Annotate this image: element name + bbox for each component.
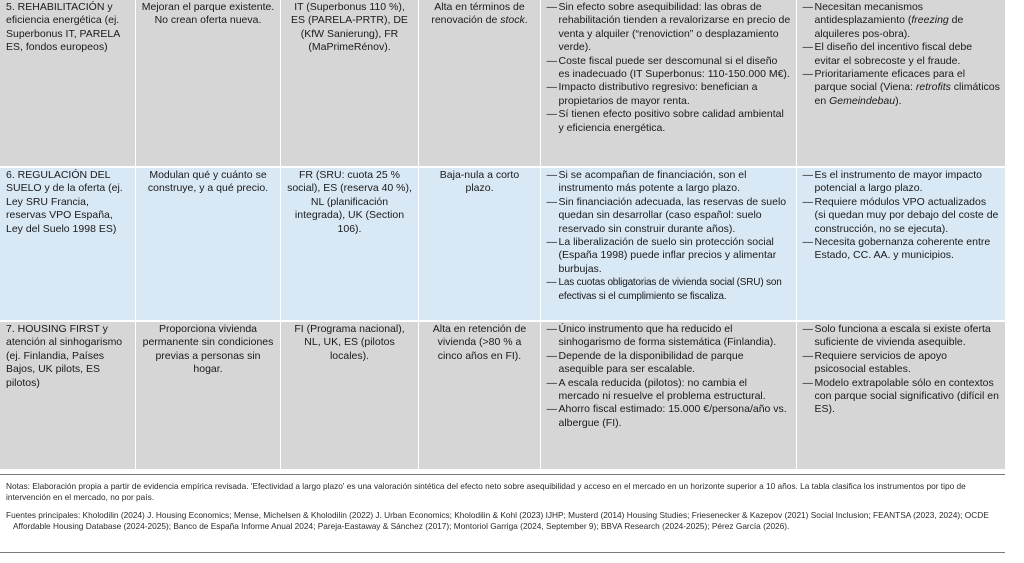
effectiveness-cell: Alta en retención de vivienda (>80 % a cinco años en FI).: [418, 321, 540, 469]
list-item: — Único instrumento que ha reducido el sinhogarismo de forma sistemática (Finlandia).: [547, 323, 791, 350]
list-item: — Sin efecto sobre asequibilidad: las obras de rehabilitación tienden a revalorizarse en precio de venta y alquiler (“renoviction” o desplazamiento verde).: [547, 1, 791, 55]
instrument-cell: 7. HOUSING FIRST y atención al sinhogarismo (ej. Finlandia, Países Bajos, UK pilots, ES pilotos): [0, 321, 135, 469]
divider: [0, 474, 1005, 475]
countries-cell: FI (Programa nacional), NL, UK, ES (pilotos locales).: [280, 321, 418, 469]
list-item: — Sí tienen efecto positivo sobre calidad ambiental y eficiencia energética.: [547, 108, 791, 135]
list-item: — Sin financiación adecuada, las reservas de suelo quedan sin desarrollar (caso español: suelo reservado sin construir durante años).: [547, 196, 791, 236]
list-item: — Si se acompañan de financiación, son el instrumento más potente a largo plazo.: [547, 169, 791, 196]
mechanism-cell: Mejoran el parque existente. No crean oferta nueva.: [135, 0, 280, 167]
limits-cell: [540, 0, 796, 167]
countries-cell: FR (SRU: cuota 25 % social), ES (reserva 40 %), NL (planificación integrada), UK (Section 106).: [280, 167, 418, 321]
mechanism-cell: Proporciona vivienda permanente sin condiciones previas a personas sin hogar.: [135, 321, 280, 469]
conditions-cell: [796, 0, 1005, 167]
list-item: — Modelo extrapolable sólo en contextos con parque social significativo (difícil en ES).: [803, 377, 1001, 417]
conditions-cell: [796, 167, 1005, 321]
effectiveness-cell: Baja-nula a corto plazo.: [418, 167, 540, 321]
list-item: — Impacto distributivo regresivo: benefician a propietarios de mayor renta.: [547, 81, 791, 108]
table-notes: [6, 481, 1001, 503]
limits-cell: [540, 321, 796, 469]
list-item: — Solo funciona a escala si existe oferta suficiente de vivienda asequible.: [803, 323, 1001, 350]
list-item: — Es el instrumento de mayor impacto potencial a largo plazo.: [803, 169, 1001, 196]
table-sources: [6, 510, 1001, 532]
mechanism-cell: Modulan qué y cuánto se construye, y a qué precio.: [135, 167, 280, 321]
sources-text: Fuentes principales: Kholodilin (2024) J. Housing Economics; Mense, Michelsen & Kholodilin (2022) J. Urban Economics; Kholodilin & Kohl (2023) IJHP; Musterd (2014) Housing Studies; Friesenecker & Kazepov (2021) Social Inclusion; FEANTSA (2023, 2024); OCDE Affordable Housing Database (2024-2025); Banco de España Informe Anual 2024; Pareja-Eastaway & Sánchez (2017); Montoriol Garriga (2024, September 9); BBVA Research (2024-2025); Pérez García (2026).: [6, 510, 989, 531]
list-item: — Ahorro fiscal estimado: 15.000 €/persona/año vs. albergue (FI).: [547, 403, 791, 430]
list-item: — A escala reducida (pilotos): no cambia el mercado ni resuelve el problema estructural.: [547, 377, 791, 404]
table-row: [0, 167, 1005, 321]
list-item: — Requiere módulos VPO actualizados (si quedan muy por debajo del coste de construcción, no se ejecuta).: [803, 196, 1001, 236]
list-item: — La liberalización de suelo sin protección social (España 1998) puede inflar precios y alimentar burbujas.: [547, 236, 791, 276]
divider: [0, 552, 1005, 553]
instrument-cell: 6. REGULACIÓN DEL SUELO y de la oferta (ej. Ley SRU Francia, reservas VPO España, Ley del Suelo 1998 ES): [0, 167, 135, 321]
table-row: [0, 0, 1005, 167]
effectiveness-cell: Alta en términos de renovación de stock.: [418, 0, 540, 167]
list-item: — Prioritariamente eficaces para el parque social (Viena: retrofits climáticos en Gemeindebau).: [803, 68, 1001, 108]
notes-text: Notas: Elaboración propia a partir de evidencia empírica revisada. 'Efectividad a largo plazo' es una valoración sintética del efecto neto sobre asequibilidad y acceso en el mercado en un horizonte superior a 10 años. La tabla clasifica los instrumentos por tipo de intervención en el mercado, no por país.: [6, 481, 966, 502]
table-row: [0, 321, 1005, 469]
list-item: — Necesita gobernanza coherente entre Estado, CC. AA. y municipios.: [803, 236, 1001, 263]
list-item: — El diseño del incentivo fiscal debe evitar el sobrecoste y el fraude.: [803, 41, 1001, 68]
limits-cell: [540, 167, 796, 321]
list-item: — Coste fiscal puede ser descomunal si el diseño es inadecuado (IT Superbonus: 110-150.000 M€).: [547, 55, 791, 82]
list-item: — Las cuotas obligatorias de vivienda social (SRU) son efectivas si el cumplimiento se fiscaliza.: [547, 276, 791, 303]
instrument-cell: 5. REHABILITACIÓN y eficiencia energética (ej. Superbonus IT, PARELA ES, fondos europeos): [0, 0, 135, 167]
list-item: — Necesitan mecanismos antidesplazamiento (freezing de alquileres pos-obra).: [803, 1, 1001, 41]
list-item: — Depende de la disponibilidad de parque asequible para ser escalable.: [547, 350, 791, 377]
countries-cell: IT (Superbonus 110 %), ES (PARELA-PRTR), DE (KfW Sanierung), FR (MaPrimeRénov).: [280, 0, 418, 167]
list-item: — Requiere servicios de apoyo psicosocial estables.: [803, 350, 1001, 377]
conditions-cell: [796, 321, 1005, 469]
